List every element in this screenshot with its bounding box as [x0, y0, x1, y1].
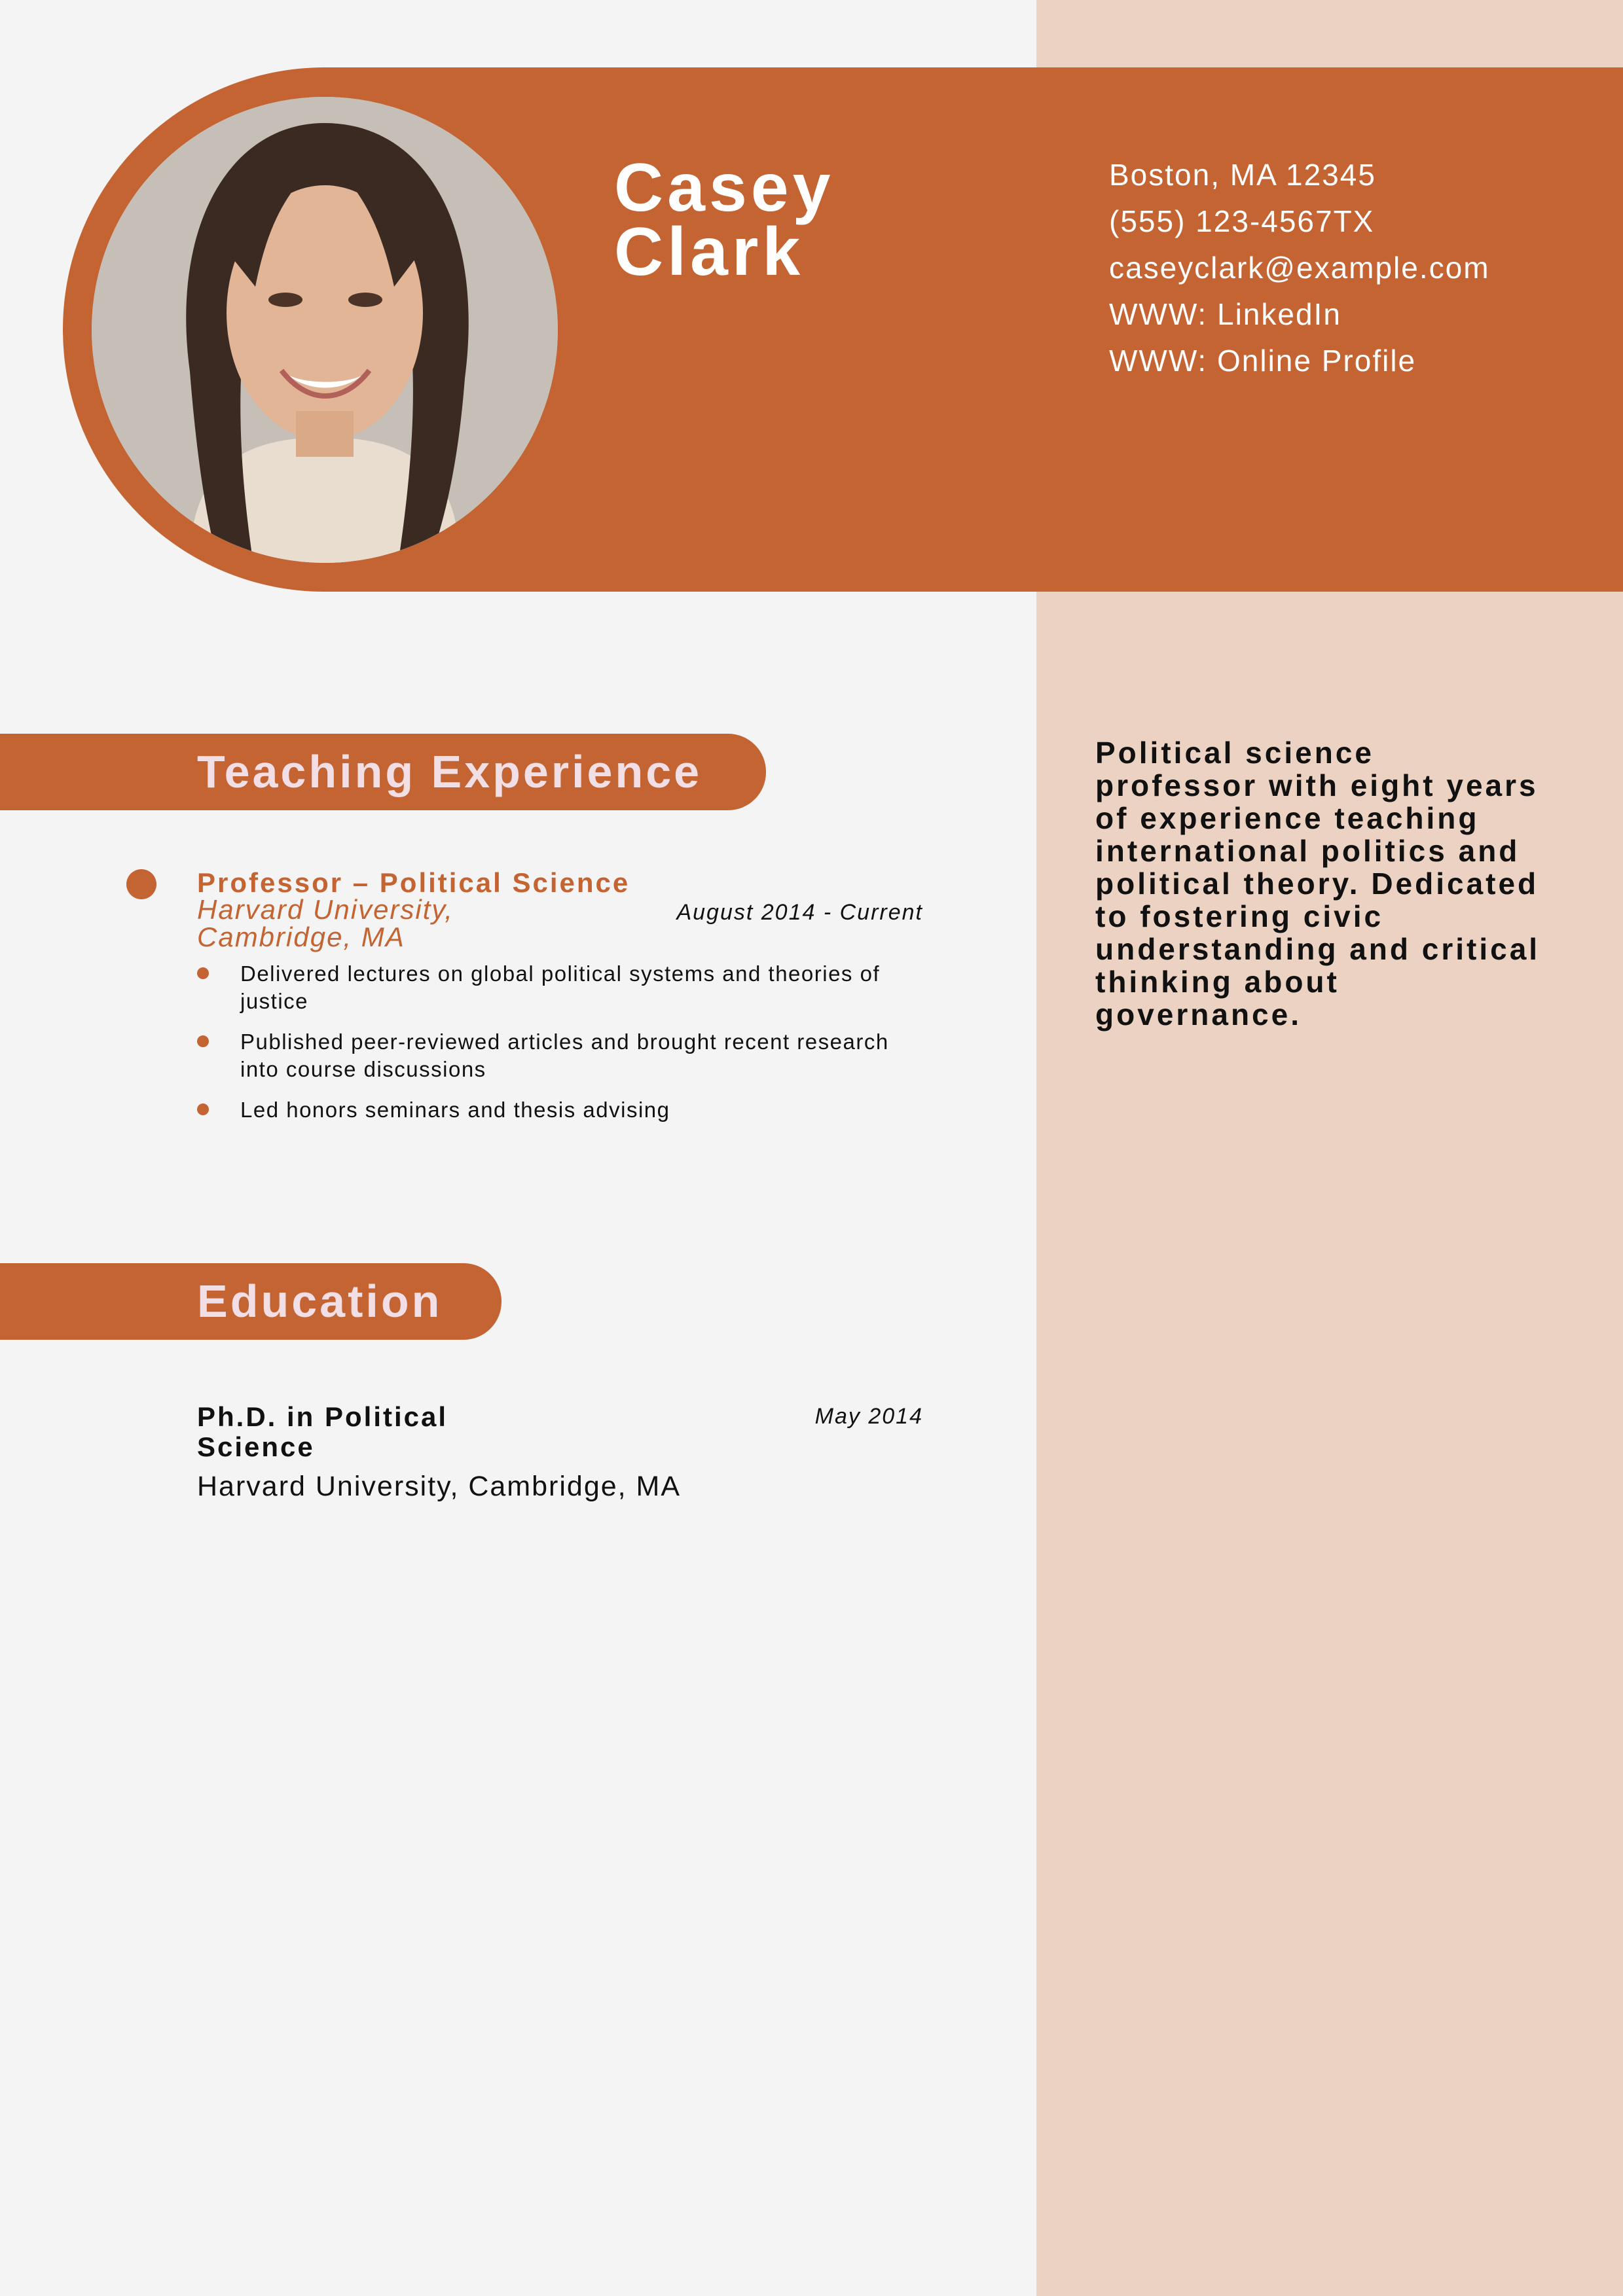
bullet-dot-icon: [197, 1103, 209, 1115]
contact-email[interactable]: caseyclark@example.com: [1109, 251, 1490, 285]
school-name: Harvard University, Cambridge, MA: [197, 1471, 682, 1502]
contact-address: Boston, MA 12345: [1109, 158, 1376, 192]
list-item: [197, 1028, 930, 1083]
contact-phone: (555) 123-4567TX: [1109, 204, 1375, 238]
contact-list: [1109, 152, 1490, 384]
list-item: [197, 1096, 930, 1124]
teaching-experience-heading: Teaching Experience: [197, 746, 702, 797]
last-name: Clark: [614, 214, 805, 290]
job-dates: August 2014 - Current: [676, 900, 923, 925]
bullet-text: Led honors seminars and thesis advising: [240, 1098, 670, 1122]
job-organization: [197, 896, 454, 951]
job-org-line1: Harvard University,: [197, 894, 454, 925]
education-banner: [0, 1263, 501, 1340]
contact-linkedin[interactable]: WWW: LinkedIn: [1109, 297, 1341, 331]
degree-date: May 2014: [814, 1404, 923, 1429]
education-heading: Education: [197, 1276, 443, 1327]
bullet-dot-icon: [197, 1035, 209, 1047]
timeline-dot-icon: [126, 869, 156, 899]
bullet-dot-icon: [197, 967, 209, 979]
list-item: [197, 960, 930, 1015]
bullet-text: Delivered lectures on global political systems and theories of justice: [240, 961, 881, 1013]
job-title: Professor – Political Science: [197, 867, 630, 898]
bullet-text: Published peer-reviewed articles and brought recent research into course discussions: [240, 1030, 889, 1081]
contact-online-profile[interactable]: WWW: Online Profile: [1109, 344, 1417, 378]
job-org-line2: Cambridge, MA: [197, 922, 405, 952]
candidate-name: [614, 150, 835, 290]
profile-photo: [92, 97, 558, 563]
degree-title: Ph.D. in Political Science: [197, 1401, 448, 1462]
first-name: Casey: [614, 150, 835, 226]
teaching-experience-banner: [0, 734, 766, 810]
job-responsibilities: [197, 960, 930, 1137]
professional-summary: Political science professor with eight years of experience teaching international politics and political theory. Dedicated to fostering civic understanding and critical thinking about governance.: [1095, 736, 1541, 1031]
